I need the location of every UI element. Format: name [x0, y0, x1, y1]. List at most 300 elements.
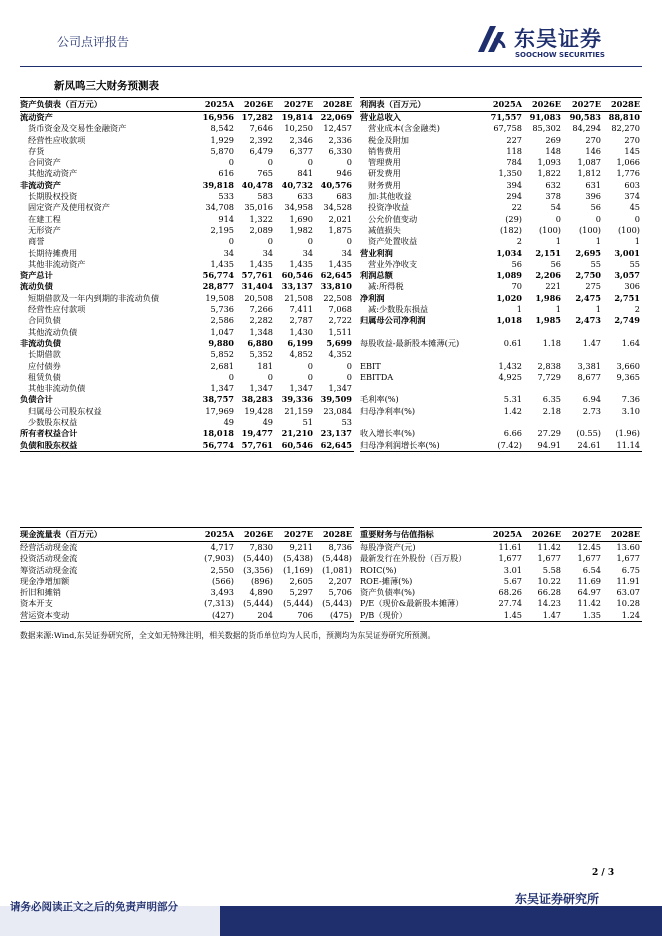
- table-row: [20, 576, 354, 587]
- cell-value: 91,083: [529, 112, 561, 122]
- table-row: [20, 327, 354, 338]
- cell-value: 22,069: [320, 112, 352, 122]
- table-row: [360, 372, 642, 383]
- cell-value: 2,722: [328, 315, 352, 326]
- table-row: [360, 542, 642, 554]
- cell-value: 1: [555, 304, 561, 315]
- cell-value: 34: [262, 247, 273, 258]
- cell-value: 2,282: [249, 315, 273, 326]
- cell-value: 227: [506, 134, 522, 145]
- cell-value: 275: [585, 281, 601, 292]
- cell-value: (7,903): [204, 553, 234, 564]
- cell-value: 1: [634, 236, 640, 247]
- table-row: [20, 202, 354, 213]
- cell-value: 1.24: [603, 610, 642, 622]
- cell-value: 1: [516, 304, 522, 315]
- cell-value: 8,736: [328, 542, 352, 552]
- cell-value: 20,508: [244, 292, 273, 303]
- cell-value: (3,356): [243, 564, 273, 575]
- cell-value: 1,929: [210, 134, 234, 145]
- cell-value: 0: [307, 157, 313, 168]
- cell-value: 38,757: [202, 394, 234, 405]
- cell-value: 82,270: [611, 123, 640, 134]
- row-label: 商誉: [28, 236, 45, 247]
- page-title: 新凤鸣三大财务预测表: [54, 80, 159, 92]
- cell-value: 2,473: [575, 315, 601, 326]
- cell-value: 1: [595, 236, 601, 247]
- row-label: 租赁负债: [28, 371, 61, 382]
- cell-value: 0: [307, 360, 313, 371]
- row-label: 长期股权投资: [28, 191, 78, 202]
- cell-value: 10,250: [284, 123, 313, 134]
- row-label: 加:其他收益: [368, 191, 412, 202]
- cell-value: (182): [499, 224, 522, 235]
- table-row: [360, 135, 642, 146]
- row-label: 流动负债: [20, 281, 53, 292]
- row-label: 研发费用: [368, 168, 401, 179]
- cell-value: [603, 349, 642, 360]
- table-row: [20, 315, 354, 326]
- cell-value: 1,047: [210, 326, 234, 337]
- cell-value: 2,195: [210, 224, 234, 235]
- cell-value: 13.60: [616, 542, 640, 552]
- row-label: 资本开支: [20, 598, 53, 609]
- cell-value: 17,969: [205, 405, 234, 416]
- cell-value: [563, 383, 603, 394]
- table-row: [360, 293, 642, 304]
- cell-value: 2,021: [328, 213, 352, 224]
- row-label: ROE-摊薄(%): [360, 575, 413, 586]
- cell-value: [603, 327, 642, 338]
- table-row: [20, 168, 354, 179]
- cell-value: 0: [595, 213, 601, 224]
- cell-value: (5,440): [243, 553, 273, 564]
- table-row: [360, 553, 642, 564]
- row-label: 毛利率(%): [360, 394, 399, 405]
- table-row: [360, 417, 642, 428]
- cell-value: (5,448): [322, 553, 352, 564]
- column-header: 2028E: [315, 98, 354, 112]
- cell-value: 1,347: [328, 383, 352, 394]
- cell-value: 1,347: [210, 383, 234, 394]
- column-header: 2025A: [484, 528, 524, 542]
- cell-value: (566): [211, 575, 234, 586]
- row-label: [360, 383, 484, 394]
- cell-value: 374: [624, 191, 640, 202]
- table-row: [20, 135, 354, 146]
- cell-value: 1,432: [498, 360, 522, 371]
- cell-value: 1,322: [249, 213, 273, 224]
- table-row: [360, 587, 642, 598]
- cell-value: [563, 417, 603, 428]
- cell-value: 62,645: [315, 440, 354, 452]
- table-row: [360, 361, 642, 372]
- cell-value: 1,812: [577, 168, 601, 179]
- cell-value: 33,137: [281, 281, 313, 292]
- table-row: [20, 293, 354, 304]
- cell-value: 2,586: [210, 315, 234, 326]
- row-label: 营运资本变动: [20, 610, 196, 622]
- table-row: [20, 361, 354, 372]
- disclaimer-link[interactable]: 请务必阅读正文之后的免责声明部分: [10, 901, 178, 913]
- cell-value: 31,404: [241, 281, 273, 292]
- cell-value: 583: [257, 191, 273, 202]
- row-label: 折旧和摊销: [20, 587, 61, 598]
- table-row: [360, 327, 642, 338]
- cell-value: 2,336: [328, 134, 352, 145]
- table-row: [360, 394, 642, 405]
- cell-value: 84,294: [572, 123, 601, 134]
- cell-value: 56,774: [202, 270, 234, 281]
- cell-value: 1.35: [563, 610, 603, 622]
- cell-value: 1,511: [328, 326, 352, 337]
- cell-value: 6,199: [287, 337, 313, 348]
- cell-value: 0: [228, 371, 234, 382]
- cell-value: 1,677: [577, 553, 601, 564]
- row-label: 资产负债率(%): [360, 587, 416, 598]
- cell-value: 33,810: [320, 281, 352, 292]
- cell-value: [484, 417, 524, 428]
- page-number: 2 / 3: [592, 868, 615, 878]
- table-row: [20, 338, 354, 349]
- row-label: 投资活动现金流: [20, 553, 78, 564]
- cell-value: 1.45: [484, 610, 524, 622]
- table-row: [20, 236, 354, 247]
- cell-value: 9,365: [616, 371, 640, 382]
- cell-value: 34,958: [284, 202, 313, 213]
- cell-value: 21,210: [281, 428, 313, 439]
- cell-value: 603: [624, 179, 640, 190]
- table-row: [360, 270, 642, 281]
- cell-value: 3,381: [577, 360, 601, 371]
- table-row: [360, 428, 642, 439]
- cell-value: 19,508: [205, 292, 234, 303]
- cell-value: 5,352: [249, 349, 273, 360]
- cell-value: 11.42: [537, 542, 561, 552]
- cell-value: 0: [267, 236, 273, 247]
- row-label: 减:所得税: [368, 281, 404, 292]
- cell-value: 0: [267, 371, 273, 382]
- cell-value: 4,717: [210, 542, 234, 552]
- cell-value: (100): [617, 224, 640, 235]
- row-label: 非流动资产: [20, 179, 61, 190]
- cell-value: 1,018: [496, 315, 522, 326]
- cell-value: 0: [307, 236, 313, 247]
- cell-value: 204: [236, 610, 275, 622]
- cell-value: 2,751: [614, 292, 640, 303]
- cell-value: 39,818: [202, 179, 234, 190]
- row-label: 无形资产: [28, 224, 61, 235]
- row-label: EBITDA: [360, 371, 394, 382]
- table-row: [20, 587, 354, 598]
- cell-value: 6,377: [289, 145, 313, 156]
- cell-value: 1: [555, 236, 561, 247]
- cell-value: (7,313): [204, 598, 234, 609]
- cell-value: 5,706: [328, 587, 352, 598]
- cell-value: 57,761: [241, 270, 273, 281]
- cell-value: 0: [555, 213, 561, 224]
- cell-value: 1.47: [524, 610, 563, 622]
- row-label: 其他非流动负债: [28, 383, 86, 394]
- cell-value: 1,985: [535, 315, 561, 326]
- cell-value: 2,749: [614, 315, 640, 326]
- cell-value: 2: [634, 304, 640, 315]
- row-label: 销售费用: [368, 145, 401, 156]
- table-row: [20, 406, 354, 417]
- row-label: 其他流动负债: [28, 326, 78, 337]
- cell-value: 14.23: [537, 598, 561, 609]
- cell-value: [563, 349, 603, 360]
- cell-value: 22,508: [323, 292, 352, 303]
- cell-value: 616: [218, 168, 234, 179]
- row-label: 其他流动资产: [28, 168, 78, 179]
- cell-value: 5,297: [289, 587, 313, 598]
- column-header: 2028E: [315, 528, 354, 542]
- cell-value: 683: [336, 191, 352, 202]
- table-row: [360, 112, 642, 124]
- table-row: [20, 146, 354, 157]
- table-row: [20, 610, 354, 622]
- cell-value: 4,852: [289, 349, 313, 360]
- cell-value: 118: [506, 145, 522, 156]
- cell-value: (100): [578, 224, 601, 235]
- table-row: [20, 553, 354, 564]
- cell-value: (5,443): [322, 598, 352, 609]
- cell-value: 11.69: [577, 575, 601, 586]
- cell-value: 1,430: [289, 326, 313, 337]
- row-label: 长期借款: [28, 349, 61, 360]
- cell-value: [603, 417, 642, 428]
- row-label: 筹资活动现金流: [20, 564, 78, 575]
- cell-value: 3.10: [621, 405, 640, 416]
- cell-value: 5.31: [503, 394, 522, 405]
- cell-value: 145: [624, 145, 640, 156]
- table-row: [360, 225, 642, 236]
- cell-value: 765: [257, 168, 273, 179]
- cell-value: 1.47: [582, 337, 601, 348]
- cell-value: 7.36: [621, 394, 640, 405]
- table-row: [360, 315, 642, 326]
- cell-value: 11.91: [616, 575, 640, 586]
- cell-value: 57,761: [236, 440, 275, 452]
- table-header-row: [20, 528, 354, 542]
- row-label: 营业成本(含金融类): [368, 123, 440, 134]
- cell-value: 2,605: [289, 575, 313, 586]
- cell-value: 7,068: [328, 304, 352, 315]
- table-row: [20, 417, 354, 428]
- row-label: 所有者权益合计: [20, 428, 78, 439]
- cell-value: 49: [223, 417, 234, 428]
- cell-value: 8,677: [577, 371, 601, 382]
- cell-value: 85,302: [532, 123, 561, 134]
- row-label: 财务费用: [368, 179, 401, 190]
- table-title: 现金流量表（百万元）: [20, 528, 196, 542]
- table-header-row: [360, 528, 642, 542]
- cell-value: 1,350: [498, 168, 522, 179]
- cell-value: 56,774: [196, 440, 236, 452]
- table-row: [20, 428, 354, 439]
- cell-value: 24.61: [563, 440, 603, 452]
- cell-value: 94.91: [524, 440, 563, 452]
- cell-value: 5,699: [326, 337, 352, 348]
- cell-value: 221: [545, 281, 561, 292]
- cell-value: 1,677: [498, 553, 522, 564]
- cell-value: 55: [590, 258, 601, 269]
- table-row: [360, 168, 642, 179]
- row-label: 投资净收益: [368, 202, 409, 213]
- cell-value: 38,283: [241, 394, 273, 405]
- table-row: [20, 191, 354, 202]
- cell-value: 71,557: [490, 112, 522, 122]
- row-label: 经营活动现金流: [20, 542, 78, 552]
- cell-value: 3,001: [614, 247, 640, 258]
- cell-value: [524, 417, 563, 428]
- cell-value: [563, 327, 603, 338]
- cell-value: 1,348: [249, 326, 273, 337]
- cell-value: 34,528: [323, 202, 352, 213]
- cell-value: 2,151: [535, 247, 561, 258]
- cell-value: 1,435: [249, 258, 273, 269]
- cell-value: 2,475: [575, 292, 601, 303]
- cell-value: (0.55): [576, 428, 601, 439]
- cell-value: (7.42): [484, 440, 524, 452]
- row-label: 管理费用: [368, 157, 401, 168]
- cell-value: 70: [511, 281, 522, 292]
- column-header: 2026E: [236, 98, 275, 112]
- row-label: 资产处置收益: [368, 236, 418, 247]
- ratios-table: [360, 527, 642, 622]
- row-label: 长期待摊费用: [28, 247, 78, 258]
- row-label: 应付债券: [28, 360, 61, 371]
- cell-value: 181: [257, 360, 273, 371]
- cell-value: 1,435: [289, 258, 313, 269]
- cell-value: 632: [545, 179, 561, 190]
- row-label: 减:少数股东损益: [368, 304, 429, 315]
- cell-value: 6.94: [582, 394, 601, 405]
- cell-value: 60,546: [281, 270, 313, 281]
- table-row: [360, 349, 642, 360]
- cell-value: 18,018: [202, 428, 234, 439]
- cell-value: 1,677: [616, 553, 640, 564]
- cell-value: 53: [341, 417, 352, 428]
- cell-value: 45: [629, 202, 640, 213]
- cell-value: 2,838: [537, 360, 561, 371]
- row-label: 每股净资产(元): [360, 542, 416, 552]
- cell-value: 27.74: [498, 598, 522, 609]
- cell-value: 11.42: [577, 598, 601, 609]
- cell-value: 3,493: [210, 587, 234, 598]
- cell-value: 2,089: [249, 224, 273, 235]
- row-label: 其他非流动资产: [28, 258, 86, 269]
- cell-value: 0.61: [503, 337, 522, 348]
- cell-value: 34: [223, 247, 234, 258]
- cell-value: 1,089: [496, 270, 522, 281]
- row-label: P/B（现价）: [360, 610, 484, 622]
- cell-value: 270: [624, 134, 640, 145]
- column-header: 2028E: [603, 98, 642, 112]
- cell-value: 2,550: [210, 564, 234, 575]
- cell-value: (427): [196, 610, 236, 622]
- row-label: 每股收益-最新股本摊薄(元): [360, 337, 460, 348]
- table-row: [360, 146, 642, 157]
- cell-value: 54: [550, 202, 561, 213]
- cell-value: 1,020: [496, 292, 522, 303]
- cell-value: 6.75: [621, 564, 640, 575]
- row-label: 经营性应收款项: [28, 134, 86, 145]
- cell-value: 56: [590, 202, 601, 213]
- cell-value: 63.07: [616, 587, 640, 598]
- cell-value: 39,336: [281, 394, 313, 405]
- table-header-row: [360, 98, 642, 112]
- column-header: 2025A: [196, 528, 236, 542]
- cell-value: 12,457: [323, 123, 352, 134]
- cell-value: 1,875: [328, 224, 352, 235]
- table-row: [20, 157, 354, 168]
- cell-value: 0: [228, 157, 234, 168]
- report-type: 公司点评报告: [57, 35, 130, 49]
- cell-value: 22: [511, 202, 522, 213]
- cell-value: 146: [585, 145, 601, 156]
- row-label: 营业总收入: [360, 112, 401, 122]
- cell-value: 6,880: [247, 337, 273, 348]
- table-row: [20, 304, 354, 315]
- row-label: 现金净增加额: [20, 575, 70, 586]
- table-title: 资产负债表（百万元）: [20, 98, 196, 112]
- cell-value: 1,435: [328, 258, 352, 269]
- row-label: 归母净利率(%): [360, 405, 416, 416]
- cell-value: 23,137: [320, 428, 352, 439]
- cell-value: 9,211: [289, 542, 313, 552]
- cell-value: 34: [302, 247, 313, 258]
- table-row: [360, 598, 642, 609]
- cell-value: 1.18: [542, 337, 561, 348]
- footer-org: 东吴证券研究所: [515, 892, 600, 906]
- table-row: [20, 270, 354, 281]
- cell-value: 23,084: [323, 405, 352, 416]
- cell-value: 396: [585, 191, 601, 202]
- cell-value: 19,814: [281, 112, 313, 122]
- cell-value: 7,830: [249, 542, 273, 552]
- row-label: 公允价值变动: [368, 213, 418, 224]
- cell-value: [603, 383, 642, 394]
- row-label: ROIC(%): [360, 564, 397, 575]
- cell-value: 40,576: [320, 179, 352, 190]
- column-header: 2025A: [484, 98, 524, 112]
- cell-value: 6.66: [503, 428, 522, 439]
- row-label: [360, 349, 484, 360]
- cell-value: [484, 327, 524, 338]
- cell-value: 4,925: [498, 371, 522, 382]
- cell-value: 1,776: [616, 168, 640, 179]
- cell-value: [484, 383, 524, 394]
- column-header: 2028E: [603, 528, 642, 542]
- cell-value: 12.45: [577, 542, 601, 552]
- table-row: [360, 191, 642, 202]
- table-row: [360, 406, 642, 417]
- cell-value: 1,066: [616, 157, 640, 168]
- table-row: [20, 349, 354, 360]
- cell-value: 269: [545, 134, 561, 145]
- cell-value: 2,787: [289, 315, 313, 326]
- cell-value: 7,729: [537, 371, 561, 382]
- brand-logo: [474, 20, 624, 64]
- row-label: P/E（现价&最新股本摊薄）: [360, 598, 464, 609]
- cell-value: 6.35: [542, 394, 561, 405]
- table-row: [20, 259, 354, 270]
- logo-text-en: SOOCHOW SECURITIES: [515, 51, 605, 59]
- row-label: 少数股东权益: [28, 417, 78, 428]
- row-label: 归属母公司净利润: [360, 315, 426, 326]
